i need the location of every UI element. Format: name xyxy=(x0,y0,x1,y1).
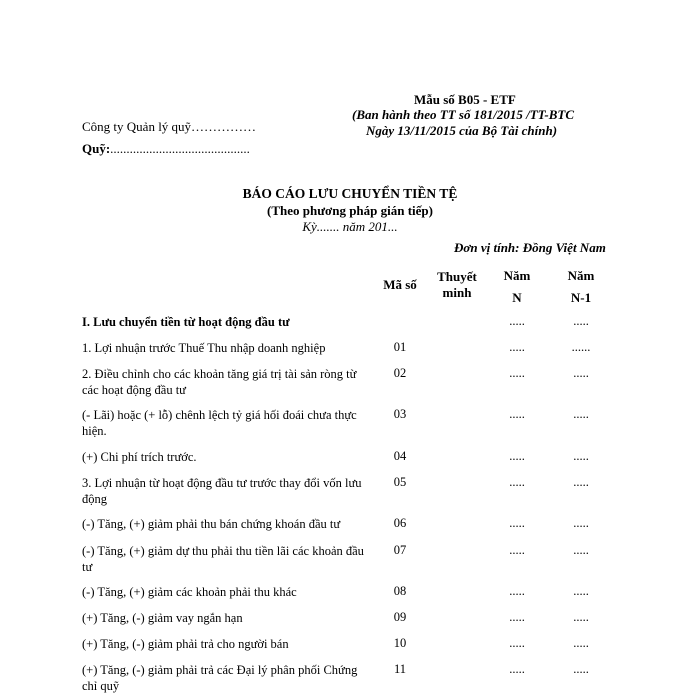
column-header-year-n1-line1: Năm xyxy=(567,268,595,283)
row-value-year-n: ..... xyxy=(509,516,525,530)
column-header-note-line1: Thuyết xyxy=(437,269,477,284)
column-header-year-n-line2: N xyxy=(512,290,522,305)
row-value-year-n1: ..... xyxy=(573,584,589,598)
row-code: 03 xyxy=(393,407,407,421)
row-label: (+) Tăng, (-) giảm phải trả các Đại lý phân phối Chứng chỉ quỹ xyxy=(82,663,358,693)
issued-by-line-1: (Ban hành theo TT số 181/2015 /TT-BTC xyxy=(352,107,574,122)
row-code: 08 xyxy=(393,584,407,598)
row-label: (+) Tăng, (-) giảm phải trả cho người bán xyxy=(82,637,289,651)
currency-unit: Đơn vị tính: Đồng Việt Nam xyxy=(454,240,606,255)
row-value-year-n1: ..... xyxy=(573,366,589,380)
row-value-year-n1: ..... xyxy=(573,407,589,421)
report-subtitle: (Theo phương pháp gián tiếp) xyxy=(267,203,433,218)
row-code: 10 xyxy=(393,636,407,650)
row-code: 01 xyxy=(393,340,407,354)
row-code: 07 xyxy=(393,543,407,557)
column-header-year-n xyxy=(495,265,539,309)
column-header-year-n1 xyxy=(556,265,606,309)
row-label: 2. Điều chỉnh cho các khoản tăng giá trị tài sản ròng từ các hoạt động đầu tư xyxy=(82,367,357,397)
row-value-year-n: ..... xyxy=(509,662,525,676)
row-value-year-n1: ..... xyxy=(573,610,589,624)
column-header-note-line2: minh xyxy=(442,285,472,300)
row-value-year-n: ..... xyxy=(509,407,525,421)
row-value-year-n1: ..... xyxy=(573,475,589,489)
fund-label: Quỹ: xyxy=(82,141,111,156)
row-label: (-) Tăng, (+) giảm phải thu bán chứng khoán đầu tư xyxy=(82,517,341,531)
row-value-year-n1: ..... xyxy=(573,314,589,328)
row-label: (- Lãi) hoặc (+ lỗ) chênh lệch tỷ giá hối đoái chưa thực hiện. xyxy=(82,408,357,438)
row-value-year-n1: ..... xyxy=(573,662,589,676)
column-header-code: Mã số xyxy=(383,277,417,292)
row-label: (-) Tăng, (+) giảm các khoản phải thu khác xyxy=(82,585,297,599)
row-value-year-n: ..... xyxy=(509,584,525,598)
row-code: 09 xyxy=(393,610,407,624)
row-label: (+) Chi phí trích trước. xyxy=(82,450,197,464)
row-code: 11 xyxy=(393,662,407,676)
fund-name xyxy=(82,141,250,157)
row-value-year-n: ..... xyxy=(509,610,525,624)
column-header-year-n-line1: Năm xyxy=(503,268,531,283)
row-value-year-n: ..... xyxy=(509,340,525,354)
row-code: 05 xyxy=(393,475,407,489)
row-label: 1. Lợi nhuận trước Thuế Thu nhập doanh nghiệp xyxy=(82,341,326,355)
row-label: (+) Tăng, (-) giảm vay ngắn hạn xyxy=(82,611,243,625)
company-name: Công ty Quản lý quỹ…………… xyxy=(82,119,257,134)
row-value-year-n: ..... xyxy=(509,366,525,380)
row-value-year-n: ..... xyxy=(509,636,525,650)
row-value-year-n1: ..... xyxy=(573,543,589,557)
row-label: (-) Tăng, (+) giảm dự thu phải thu tiền lãi các khoản đầu tư xyxy=(82,544,364,574)
row-code: 04 xyxy=(393,449,407,463)
column-header-note xyxy=(425,269,489,301)
row-value-year-n: ..... xyxy=(509,449,525,463)
issued-by-line-2: Ngày 13/11/2015 của Bộ Tài chính) xyxy=(366,123,558,138)
row-value-year-n1: ..... xyxy=(573,516,589,530)
report-period: Kỳ....... năm 201... xyxy=(302,219,398,234)
row-value-year-n: ..... xyxy=(509,314,525,328)
row-value-year-n: ..... xyxy=(509,475,525,489)
row-code: 06 xyxy=(393,516,407,530)
row-code: 02 xyxy=(393,366,407,380)
row-value-year-n1: ..... xyxy=(573,636,589,650)
row-value-year-n: ..... xyxy=(509,543,525,557)
column-header-year-n1-line2: N-1 xyxy=(570,290,592,305)
report-title: BÁO CÁO LƯU CHUYỂN TIỀN TỆ xyxy=(242,186,458,201)
form-number: Mẫu số B05 - ETF xyxy=(414,92,516,107)
row-label: 3. Lợi nhuận từ hoạt động đầu tư trước thay đổi vốn lưu động xyxy=(82,476,362,506)
fund-placeholder: ........................................... xyxy=(110,141,250,156)
row-label: I. Lưu chuyển tiền từ hoạt động đầu tư xyxy=(82,315,290,329)
row-value-year-n1: ...... xyxy=(571,340,591,354)
row-value-year-n1: ..... xyxy=(573,449,589,463)
